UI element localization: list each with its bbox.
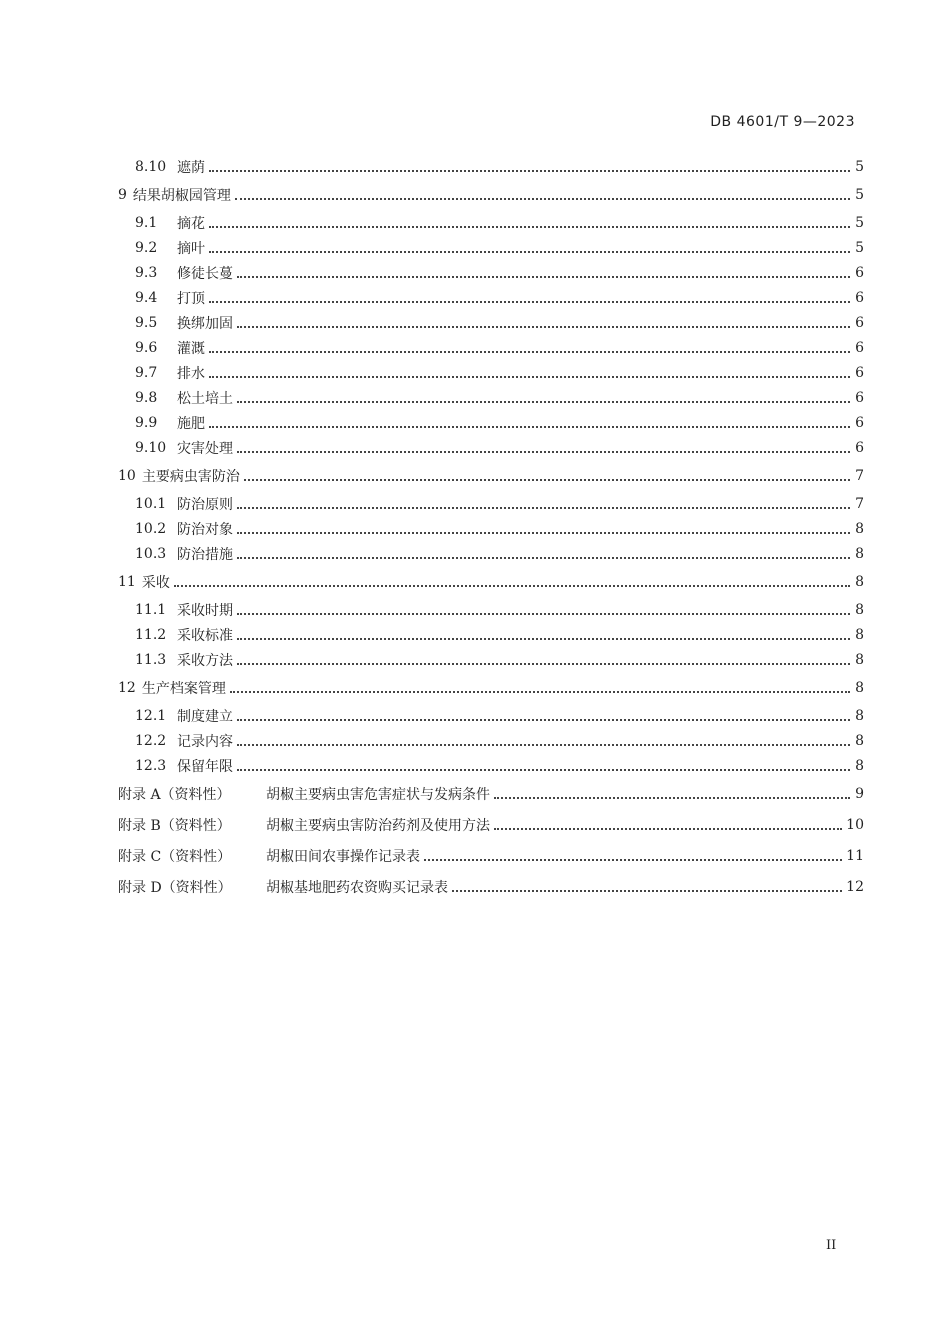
toc-entry[interactable] — [118, 435, 864, 460]
toc-entry-number: 8.10 — [135, 158, 167, 175]
dot-leader — [237, 532, 850, 534]
toc-entry-title: 胡椒主要病虫害危害症状与发病条件 — [266, 786, 490, 803]
dot-leader — [494, 797, 850, 799]
table-of-contents — [118, 154, 864, 902]
toc-entry-number: 10.2 — [135, 520, 167, 537]
toc-entry[interactable] — [118, 179, 864, 210]
toc-entry-page: 5 — [855, 186, 864, 203]
toc-entry[interactable] — [118, 597, 864, 622]
toc-entry-page: 5 — [855, 239, 864, 256]
toc-entry-number: 9.5 — [135, 314, 158, 331]
toc-entry-page: 8 — [855, 651, 864, 668]
toc-entry-title: 摘叶 — [177, 240, 205, 257]
toc-entry-number: 9.1 — [135, 214, 158, 231]
dot-leader — [209, 376, 850, 378]
toc-entry-number: 9.6 — [135, 339, 158, 356]
toc-entry-page: 5 — [855, 158, 864, 175]
toc-appendix-entry[interactable] — [118, 778, 864, 809]
dot-leader — [237, 744, 850, 746]
toc-entry-page: 6 — [855, 364, 864, 381]
document-code: DB 4601/T 9—2023 — [710, 114, 855, 130]
toc-entry[interactable] — [118, 516, 864, 541]
toc-entry-page: 8 — [855, 707, 864, 724]
dot-leader — [494, 828, 842, 830]
toc-entry-title: 采收标准 — [177, 627, 233, 644]
toc-entry[interactable] — [118, 154, 864, 179]
toc-entry[interactable] — [118, 753, 864, 778]
dot-leader — [237, 557, 850, 559]
toc-entry-number: 9.10 — [135, 439, 167, 456]
dot-leader — [209, 301, 850, 303]
toc-entry-title: 松土培土 — [177, 390, 233, 407]
toc-entry[interactable] — [118, 566, 864, 597]
toc-entry-page: 5 — [855, 214, 864, 231]
toc-entry-title: 打顶 — [177, 290, 205, 307]
toc-entry-number: 11.1 — [135, 601, 167, 618]
toc-entry-page: 8 — [855, 573, 864, 590]
toc-entry-title: 采收 — [141, 574, 170, 591]
toc-entry-title: 灾害处理 — [177, 440, 233, 457]
toc-entry-page: 8 — [855, 545, 864, 562]
dot-leader — [237, 451, 850, 453]
dot-leader — [237, 401, 850, 403]
toc-entry-title: 胡椒田间农事操作记录表 — [266, 848, 420, 865]
toc-entry-page: 6 — [855, 339, 864, 356]
toc-entry-number: 12.1 — [135, 707, 167, 724]
toc-entry[interactable] — [118, 385, 864, 410]
toc-entry-number: 11.3 — [135, 651, 167, 668]
dot-leader — [209, 226, 850, 228]
toc-appendix-entry[interactable] — [118, 809, 864, 840]
toc-entry-title: 记录内容 — [177, 733, 233, 750]
toc-entry[interactable] — [118, 310, 864, 335]
toc-entry-page: 6 — [855, 389, 864, 406]
toc-entry-number: 11.2 — [135, 626, 167, 643]
toc-entry-page: 6 — [855, 439, 864, 456]
toc-entry-title: 主要病虫害防治 — [141, 468, 240, 485]
dot-leader — [209, 170, 850, 172]
dot-leader — [452, 890, 842, 892]
toc-entry-number: 9.4 — [135, 289, 158, 306]
toc-appendix-entry[interactable] — [118, 840, 864, 871]
toc-entry-title: 防治原则 — [177, 496, 233, 513]
toc-entry-page: 7 — [855, 467, 864, 484]
toc-entry-title: 排水 — [177, 365, 205, 382]
toc-entry-title: 灌溉 — [177, 340, 205, 357]
dot-leader — [244, 479, 850, 481]
page-number: II — [826, 1238, 837, 1253]
toc-entry-title: 施肥 — [177, 415, 205, 432]
toc-entry-page: 10 — [846, 816, 864, 833]
dot-leader — [237, 507, 850, 509]
toc-entry-number: 9.2 — [135, 239, 158, 256]
toc-entry-number: 12 — [118, 679, 136, 696]
toc-entry-number: 附录 B（资料性） — [118, 817, 231, 834]
dot-leader — [237, 663, 850, 665]
toc-entry-number: 9.3 — [135, 264, 158, 281]
dot-leader — [237, 326, 850, 328]
toc-entry-number: 9.7 — [135, 364, 158, 381]
toc-entry-page: 8 — [855, 626, 864, 643]
toc-entry-page: 8 — [855, 679, 864, 696]
dot-leader — [230, 691, 850, 693]
toc-entry-title: 制度建立 — [177, 708, 233, 725]
dot-leader — [209, 426, 850, 428]
toc-entry-number: 12.3 — [135, 757, 167, 774]
toc-entry-number: 10.1 — [135, 495, 167, 512]
toc-entry-page: 8 — [855, 757, 864, 774]
toc-entry-page: 9 — [855, 785, 864, 802]
toc-entry[interactable] — [118, 460, 864, 491]
toc-entry-page: 8 — [855, 601, 864, 618]
toc-entry[interactable] — [118, 285, 864, 310]
toc-entry-number: 12.2 — [135, 732, 167, 749]
dot-leader — [237, 276, 850, 278]
toc-entry-page: 11 — [846, 847, 864, 864]
toc-entry-number: 10 — [118, 467, 136, 484]
toc-entry-title: 胡椒基地肥药农资购买记录表 — [266, 879, 448, 896]
toc-entry-title: 结果胡椒园管理 — [132, 187, 231, 204]
toc-entry-title: 摘花 — [177, 215, 205, 232]
toc-entry[interactable] — [118, 491, 864, 516]
toc-entry-number: 附录 C（资料性） — [118, 848, 232, 865]
toc-entry-title: 采收时期 — [177, 602, 233, 619]
toc-entry-title: 防治对象 — [177, 521, 233, 538]
dot-leader — [237, 613, 850, 615]
toc-entry-title: 遮荫 — [177, 159, 205, 176]
toc-entry-page: 6 — [855, 289, 864, 306]
toc-entry-title: 换绑加固 — [177, 315, 233, 332]
toc-entry-page: 6 — [855, 314, 864, 331]
dot-leader — [209, 251, 850, 253]
toc-entry-title: 防治措施 — [177, 546, 233, 563]
toc-entry-number: 9 — [118, 186, 127, 203]
dot-leader — [174, 585, 850, 587]
toc-entry-page: 7 — [855, 495, 864, 512]
toc-entry[interactable] — [118, 335, 864, 360]
toc-entry-number: 9.8 — [135, 389, 158, 406]
dot-leader — [424, 859, 842, 861]
toc-entry-title: 胡椒主要病虫害防治药剂及使用方法 — [266, 817, 490, 834]
toc-entry-title: 保留年限 — [177, 758, 233, 775]
toc-entry-page: 6 — [855, 414, 864, 431]
toc-entry[interactable] — [118, 622, 864, 647]
toc-entry-page: 8 — [855, 732, 864, 749]
toc-entry-page: 8 — [855, 520, 864, 537]
toc-entry[interactable] — [118, 410, 864, 435]
toc-entry[interactable] — [118, 360, 864, 385]
toc-entry-number: 附录 A（资料性） — [118, 786, 231, 803]
dot-leader — [235, 198, 850, 200]
dot-leader — [209, 351, 850, 353]
toc-entry-title: 采收方法 — [177, 652, 233, 669]
toc-entry[interactable] — [118, 210, 864, 235]
toc-entry[interactable] — [118, 541, 864, 566]
toc-entry-title: 生产档案管理 — [141, 680, 226, 697]
toc-entry-number: 11 — [118, 573, 136, 590]
toc-entry[interactable] — [118, 647, 864, 672]
toc-entry[interactable] — [118, 260, 864, 285]
toc-entry-number: 10.3 — [135, 545, 167, 562]
toc-entry-number: 附录 D（资料性） — [118, 879, 232, 896]
toc-entry-page: 12 — [846, 878, 864, 895]
toc-entry-title: 修徒长蔓 — [177, 265, 233, 282]
toc-entry-number: 9.9 — [135, 414, 158, 431]
toc-entry[interactable] — [118, 235, 864, 260]
dot-leader — [237, 769, 850, 771]
toc-entry[interactable] — [118, 728, 864, 753]
dot-leader — [237, 638, 850, 640]
toc-entry-page: 6 — [855, 264, 864, 281]
toc-appendix-entry[interactable] — [118, 871, 864, 902]
toc-entry[interactable] — [118, 703, 864, 728]
dot-leader — [237, 719, 850, 721]
toc-entry[interactable] — [118, 672, 864, 703]
